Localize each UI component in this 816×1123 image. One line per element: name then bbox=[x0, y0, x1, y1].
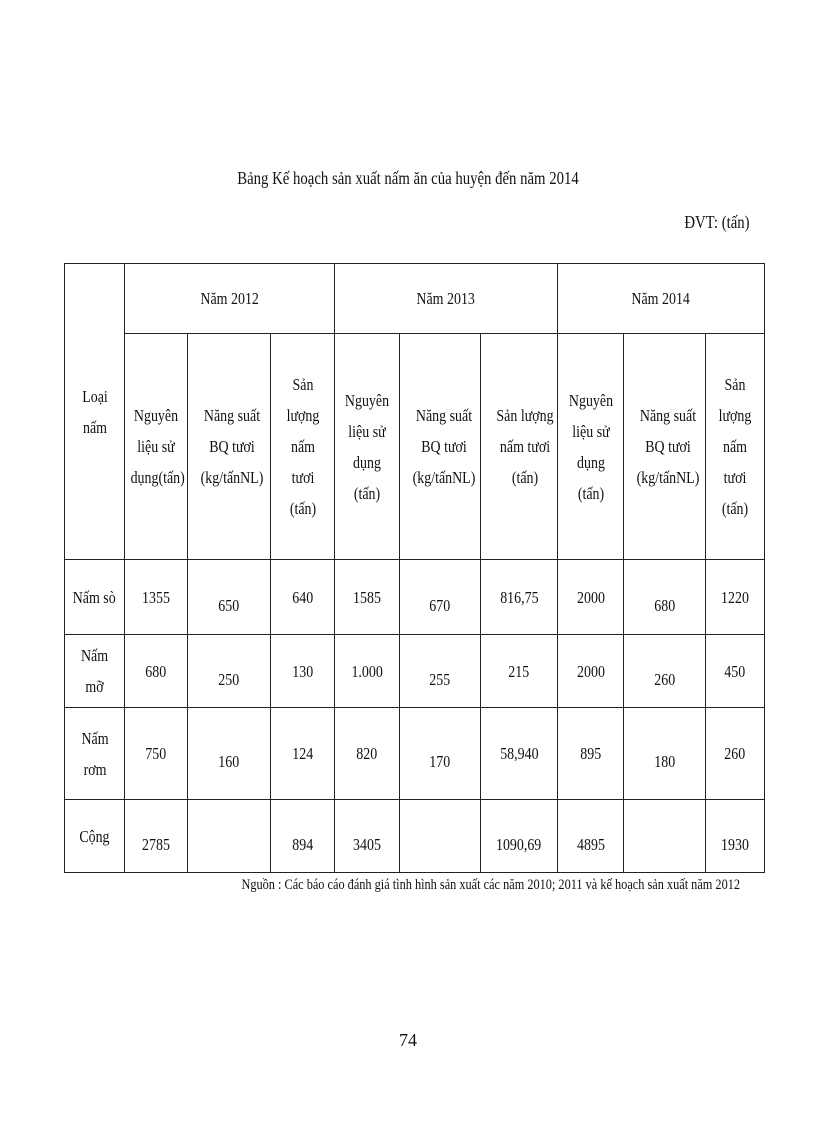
row-header-label: Loại nấm bbox=[81, 386, 108, 437]
table-cell: 894 bbox=[271, 800, 335, 873]
table-row bbox=[65, 635, 765, 708]
table-cell: 255 bbox=[400, 635, 481, 708]
production-plan-table bbox=[64, 263, 765, 873]
table-cell: 640 bbox=[271, 560, 335, 635]
subheader-cell: Năng suất BQ tươi (kg/tấnNL) bbox=[188, 334, 271, 560]
row-label: Cộng bbox=[65, 800, 125, 873]
subheader-cell: Sản lượng nấm tươi (tấn) bbox=[271, 334, 335, 560]
unit-label: ĐVT: (tấn) bbox=[684, 212, 750, 232]
table-title: Bảng Kế hoạch sản xuất nấm ăn của huyện đến năm 2014 bbox=[237, 168, 579, 188]
table-row bbox=[65, 708, 765, 800]
row-header-cell bbox=[65, 264, 125, 560]
row-label: Nấm rơm bbox=[65, 708, 125, 800]
subheader-cell: Năng suất BQ tươi (kg/tấnNL) bbox=[624, 334, 706, 560]
table-cell: 124 bbox=[271, 708, 335, 800]
table-cell: 2000 bbox=[558, 560, 624, 635]
table-cell: 2000 bbox=[558, 635, 624, 708]
year-header-2014: Năm 2014 bbox=[558, 264, 765, 334]
subheader-cell: Nguyên liệu sử dụng (tấn) bbox=[335, 334, 400, 560]
table-cell bbox=[400, 800, 481, 873]
table-cell: 820 bbox=[335, 708, 400, 800]
table-cell: 1.000 bbox=[335, 635, 400, 708]
table-cell: 680 bbox=[624, 560, 706, 635]
subheader-cell: Nguyên liệu sử dụng (tấn) bbox=[558, 334, 624, 560]
table-cell: 58,940 bbox=[481, 708, 558, 800]
table-cell: 1930 bbox=[706, 800, 765, 873]
row-label: Nấm mỡ bbox=[65, 635, 125, 708]
table-cell: 1585 bbox=[335, 560, 400, 635]
subheader-cell: Năng suất BQ tươi (kg/tấnNL) bbox=[400, 334, 481, 560]
table-cell: 650 bbox=[188, 560, 271, 635]
row-label: Nấm sò bbox=[65, 560, 125, 635]
table-cell: 170 bbox=[400, 708, 481, 800]
table-row-total bbox=[65, 800, 765, 873]
table-cell: 1090,69 bbox=[481, 800, 558, 873]
table-cell: 1355 bbox=[125, 560, 188, 635]
table-cell: 215 bbox=[481, 635, 558, 708]
table-cell: 816,75 bbox=[481, 560, 558, 635]
table-cell: 260 bbox=[624, 635, 706, 708]
table-cell: 130 bbox=[271, 635, 335, 708]
table-cell bbox=[188, 800, 271, 873]
source-note: Nguồn : Các báo cáo đánh giá tình hình sản xuất các năm 2010; 2011 và kế hoạch sản xuất năm 2012 bbox=[241, 877, 740, 893]
table-cell: 450 bbox=[706, 635, 765, 708]
subheader-cell: Sản lượng nấm tươi (tấn) bbox=[706, 334, 765, 560]
subheader-cell: Nguyên liệu sử dụng(tấn) bbox=[125, 334, 188, 560]
table-cell: 180 bbox=[624, 708, 706, 800]
year-header-2013: Năm 2013 bbox=[335, 264, 558, 334]
table-cell: 160 bbox=[188, 708, 271, 800]
table-cell: 895 bbox=[558, 708, 624, 800]
subheader-row bbox=[65, 334, 765, 560]
table-cell: 4895 bbox=[558, 800, 624, 873]
table-row bbox=[65, 560, 765, 635]
table-cell: 670 bbox=[400, 560, 481, 635]
table-cell bbox=[624, 800, 706, 873]
subheader-cell: Sản lượng nấm tươi (tấn) bbox=[481, 334, 558, 560]
table-cell: 260 bbox=[706, 708, 765, 800]
table-cell: 3405 bbox=[335, 800, 400, 873]
table-cell: 2785 bbox=[125, 800, 188, 873]
table-cell: 750 bbox=[125, 708, 188, 800]
table-cell: 680 bbox=[125, 635, 188, 708]
year-header-row bbox=[65, 264, 765, 334]
table-cell: 250 bbox=[188, 635, 271, 708]
table-cell: 1220 bbox=[706, 560, 765, 635]
page-number: 74 bbox=[399, 1030, 417, 1050]
year-header-2012: Năm 2012 bbox=[125, 264, 335, 334]
